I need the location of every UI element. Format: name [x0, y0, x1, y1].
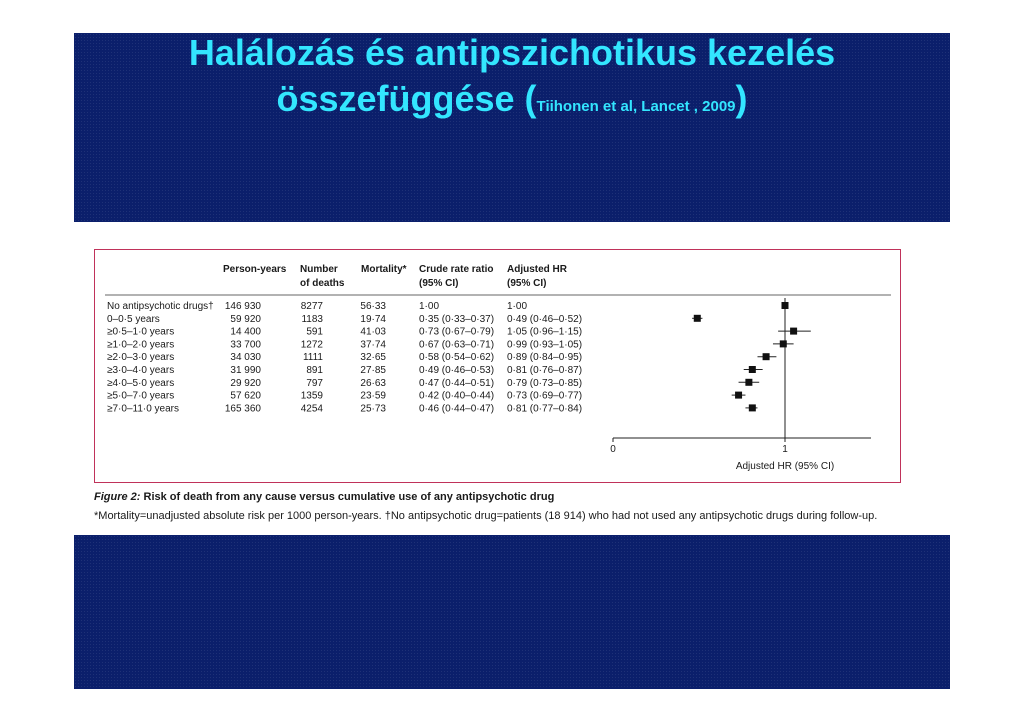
table-cell-person-years: 59 920	[230, 313, 261, 325]
table-cell-deaths: 797	[306, 377, 323, 389]
table-cell-hr: 0·99 (0·93–1·05)	[507, 339, 583, 351]
table-cell-label: ≥4·0–5·0 years	[107, 377, 175, 389]
table-cell-crude: 0·73 (0·67–0·79)	[419, 326, 495, 338]
hr-point	[780, 340, 787, 347]
hr-point	[790, 328, 797, 335]
header-hr-line2: (95% CI)	[507, 278, 547, 289]
table-cell-person-years: 34 030	[230, 352, 261, 364]
table-cell-crude: 1·00	[419, 301, 440, 312]
header-hr-line1: Adjusted HR	[507, 264, 567, 275]
table-cell-mortality: 26·63	[360, 377, 386, 389]
header-crude-line2: (95% CI)	[419, 278, 459, 289]
forest-plot-figure	[95, 250, 899, 481]
table-cell-mortality: 56·33	[360, 301, 386, 312]
table-cell-deaths: 1111	[302, 352, 323, 364]
table-cell-label: ≥1·0–2·0 years	[107, 339, 175, 351]
table-cell-deaths: 591	[306, 326, 323, 338]
hr-point	[749, 366, 756, 373]
hr-point	[782, 302, 789, 309]
table-cell-hr: 0·81 (0·76–0·87)	[507, 365, 583, 376]
table-cell-mortality: 27·85	[360, 365, 386, 376]
hr-point	[749, 404, 756, 411]
table-cell-person-years: 146 930	[224, 301, 261, 312]
header-deaths-line1: Number	[300, 264, 338, 275]
slide-title-line1: Halálozás és antipszichotikus kezelés	[188, 32, 836, 73]
table-cell-mortality: 19·74	[360, 313, 386, 325]
table-cell-mortality: 32·65	[360, 352, 386, 364]
x-axis-tick-label: 0	[610, 444, 616, 455]
slide-title-line2	[74, 76, 950, 130]
table-cell-crude: 0·49 (0·46–0·53)	[419, 365, 495, 376]
table-cell-hr: 0·89 (0·84–0·95)	[507, 352, 583, 364]
title-main: összefüggése (	[276, 78, 537, 119]
x-axis-label: Adjusted HR (95% CI)	[735, 461, 835, 472]
table-cell-label: ≥0·5–1·0 years	[107, 326, 175, 338]
table-cell-hr: 1·05 (0·96–1·15)	[507, 326, 583, 338]
table-cell-label: ≥3·0–4·0 years	[107, 365, 175, 376]
table-cell-hr: 0·81 (0·77–0·84)	[507, 403, 583, 415]
table-cell-person-years: 14 400	[230, 326, 261, 338]
header-crude-line1: Crude rate ratio	[419, 264, 494, 275]
figure-caption	[94, 491, 554, 503]
title-close-paren: )	[735, 78, 748, 119]
table-cell-crude: 0·42 (0·40–0·44)	[419, 390, 495, 402]
table-cell-crude: 0·47 (0·44–0·51)	[419, 377, 495, 389]
figure-label: Figure 2:	[94, 491, 141, 503]
table-cell-hr: 0·73 (0·69–0·77)	[507, 390, 583, 402]
table-cell-person-years: 33 700	[230, 339, 261, 351]
table-cell-person-years: 29 920	[230, 377, 261, 389]
table-cell-mortality: 41·03	[360, 326, 386, 338]
table-cell-mortality: 25·73	[360, 403, 386, 415]
table-cell-label: ≥5·0–7·0 years	[107, 390, 175, 402]
table-cell-label: ≥7·0–11·0 years	[107, 403, 180, 415]
figure-footnote: *Mortality=unadjusted absolute risk per 1000 person-years. †No antipsychotic drug=patients (18 914) who had not used any antipsychotic drugs during follow-up.	[94, 510, 878, 522]
forest-plot	[610, 298, 871, 455]
table-cell-label: No antipsychotic drugs†	[107, 301, 214, 312]
table-cell-crude: 0·58 (0·54–0·62)	[419, 352, 495, 364]
x-axis-tick-label: 1	[782, 444, 788, 455]
table-cell-deaths: 1183	[301, 313, 323, 325]
footer-background	[74, 535, 950, 689]
table-cell-hr: 0·79 (0·73–0·85)	[507, 377, 583, 389]
table-cell-label: 0–0·5 years	[107, 313, 160, 325]
header-deaths-line2: of deaths	[300, 278, 345, 289]
hr-point	[735, 392, 742, 399]
table-cell-deaths: 8277	[300, 301, 323, 312]
table-cell-hr: 1·00	[507, 301, 528, 312]
table-rows	[107, 301, 582, 414]
hr-point	[763, 353, 770, 360]
header-mortality: Mortality*	[361, 264, 407, 275]
table-cell-person-years: 31 990	[230, 365, 261, 376]
table-cell-crude: 0·46 (0·44–0·47)	[419, 403, 495, 415]
table-cell-crude: 0·67 (0·63–0·71)	[419, 339, 495, 351]
title-citation: Tiihonen et al, Lancet , 2009	[536, 98, 736, 115]
table-cell-deaths: 1359	[300, 390, 323, 402]
hr-point	[694, 315, 701, 322]
table-cell-deaths: 1272	[300, 339, 323, 351]
table-cell-person-years: 165 360	[224, 403, 261, 415]
table-cell-hr: 0·49 (0·46–0·52)	[507, 313, 583, 325]
table-cell-deaths: 4254	[300, 403, 323, 415]
figure-panel	[94, 249, 901, 483]
hr-point	[745, 379, 752, 386]
table-cell-label: ≥2·0–3·0 years	[107, 352, 175, 364]
figure-caption-title: Risk of death from any cause versus cumulative use of any antipsychotic drug	[140, 491, 555, 503]
table-cell-mortality: 37·74	[360, 339, 386, 351]
header-person-years: Person-years	[223, 264, 287, 275]
table-cell-crude: 0·35 (0·33–0·37)	[419, 313, 495, 325]
table-cell-mortality: 23·59	[360, 390, 386, 402]
table-cell-person-years: 57 620	[230, 390, 261, 402]
table-cell-deaths: 891	[306, 365, 323, 376]
